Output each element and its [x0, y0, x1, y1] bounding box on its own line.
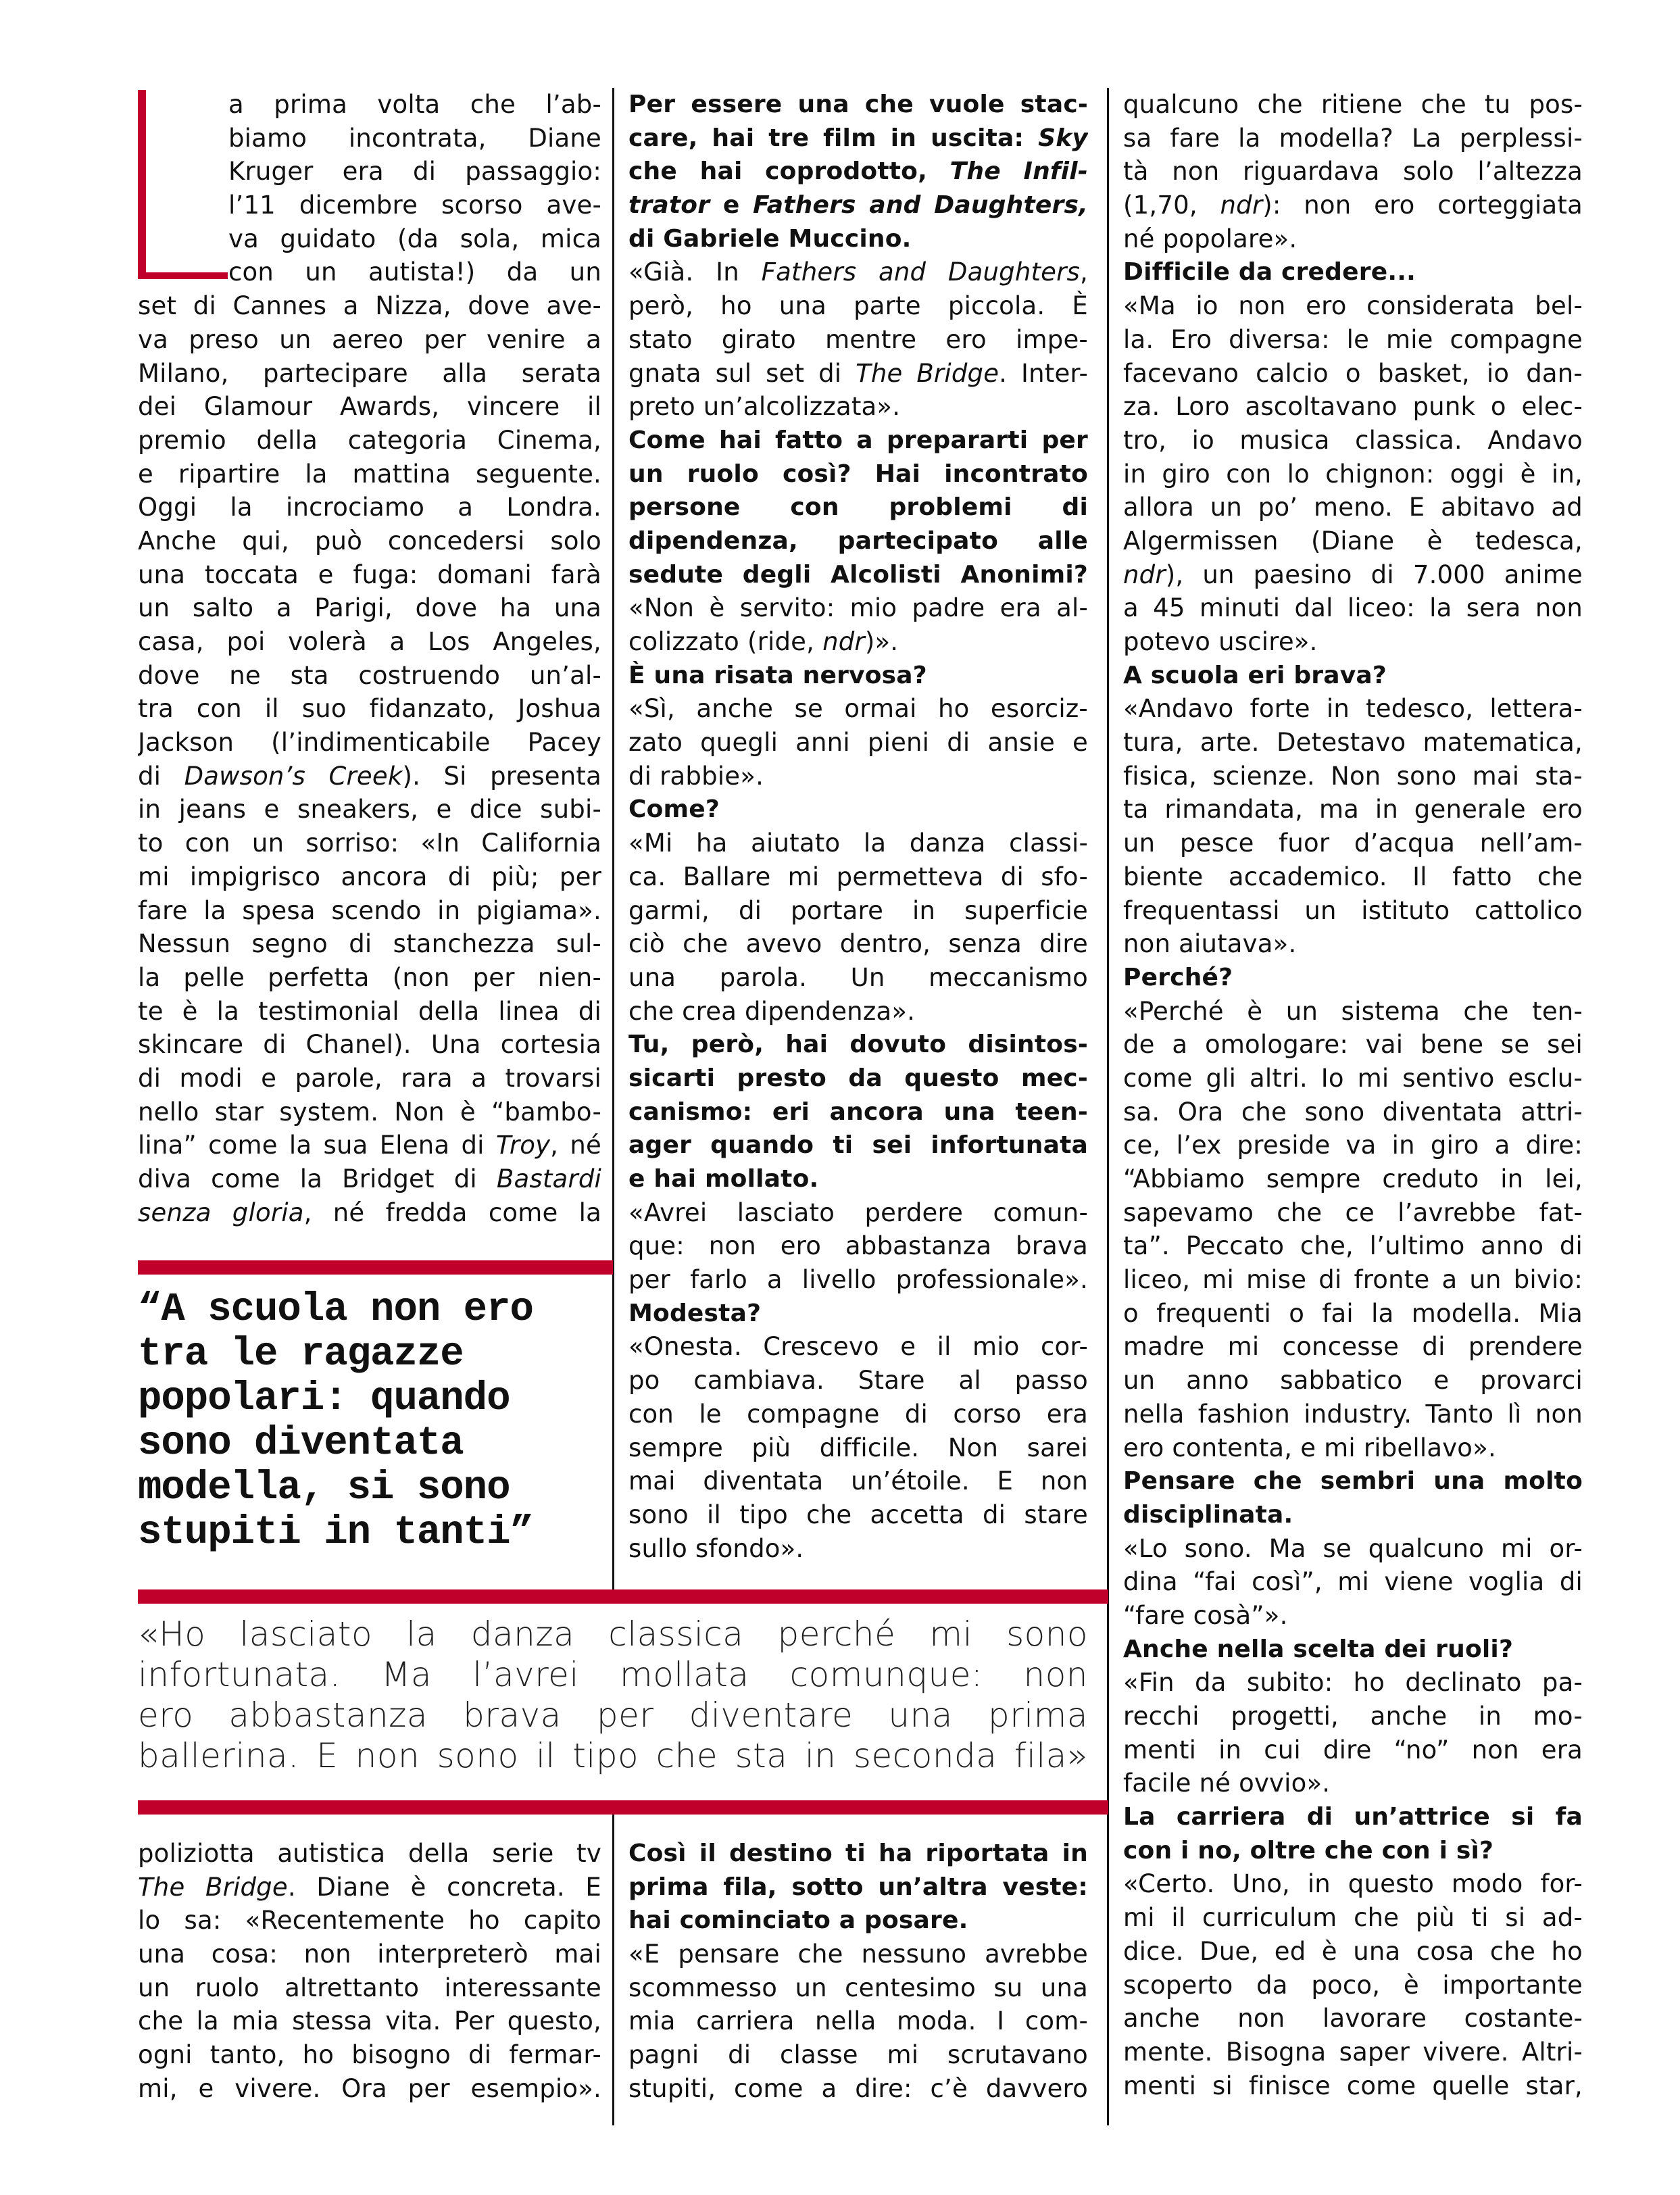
article-text-line: una parola. Un meccanismo: [628, 962, 1088, 992]
article-text-line: un ruolo altrettanto interessante: [138, 1973, 601, 2002]
article-text-line: skincare di Chanel). Una cortesia: [138, 1030, 601, 1060]
article-text-line: Nessun segno di stanchezza sul-: [138, 929, 601, 959]
article-text-line: stupiti, come a dire: c’è davvero: [628, 2073, 1088, 2103]
article-text-line: te è la testimonial della linea di: [138, 996, 601, 1026]
article-text-line: un salto a Parigi, dove ha una: [138, 593, 601, 623]
italic-title: The Infil-: [949, 157, 1088, 186]
interview-question-line: ager quando ti sei infortunata: [628, 1131, 1088, 1160]
article-text-line: recchi progetti, anche in mo-: [1123, 1702, 1583, 1731]
article-text-line: [138, 1129, 601, 1162]
article-text-line: «Non è servito: mio padre era al-: [628, 593, 1088, 623]
text-run: . Inter-: [999, 358, 1088, 388]
text-run: «Già. In: [628, 257, 762, 287]
article-text-line: va preso un aereo per venire a: [138, 324, 601, 354]
article-text-line: sono il tipo che accetta di stare: [628, 1500, 1088, 1529]
article-text-line: e ripartire la mattina seguente.: [138, 459, 601, 489]
article-text-line: ogni tanto, ho bisogno di fermar-: [138, 2040, 601, 2070]
article-text-line: l’11 dicembre scorso ave-: [228, 191, 601, 220]
article-text-line: [1123, 558, 1583, 592]
italic-title: trator: [628, 191, 710, 220]
article-text-line: allora un po’ meno. E abitavo ad: [1123, 493, 1583, 522]
text-run: , né fredda come la: [303, 1198, 601, 1227]
article-text-line: mi, e vivere. Ora per esempio».: [138, 2073, 601, 2103]
article-text-line: biente accademico. Il fatto che: [1123, 862, 1583, 891]
article-text-line: un anno sabbatico e provarci: [1123, 1366, 1583, 1396]
pull-quote-line: “A scuola non ero: [138, 1287, 533, 1332]
article-column-2-continued: [628, 1837, 1088, 2106]
text-run: colizzato (ride,: [628, 627, 823, 656]
interview-question-line: Anche nella scelta dei ruoli?: [1123, 1635, 1514, 1663]
article-text-line: né popolare».: [1123, 224, 1298, 253]
article-text-line: [138, 1162, 601, 1196]
article-text-line: set di Cannes a Nizza, dove ave-: [138, 291, 601, 321]
article-text-line: Anche qui, può concedersi solo: [138, 526, 601, 556]
article-text-line: pagni di classe mi scrutavano: [628, 2040, 1088, 2070]
article-text-line: sa. Ora che sono diventata attri-: [1123, 1097, 1583, 1127]
article-text-line: una cosa: non interpreterò mai: [138, 1940, 601, 1969]
article-text-line: scommesso un centesimo su una: [628, 1973, 1088, 2002]
column-divider-1-top: [612, 88, 614, 1589]
article-text-line: Milano, partecipare alla serata: [138, 358, 601, 388]
pull-quote-wide-line: «Ho lasciato la danza classica perché mi sono: [138, 1614, 1088, 1654]
italic-title: Fathers and Daughters: [761, 257, 1081, 287]
article-text-line: una toccata e fuga: domani farà: [138, 560, 601, 589]
article-text-line: però, ho una parte piccola. È: [628, 291, 1088, 321]
text-run: gnata sul set di: [628, 358, 856, 388]
article-text-line: nella fashion industry. Tanto lì non: [1123, 1399, 1583, 1429]
interview-question-line: Pensare che sembri una molto: [1123, 1467, 1583, 1496]
interview-question-line: [628, 122, 1088, 155]
interview-question-line: di Gabriele Muccino.: [628, 224, 912, 253]
article-text-line: «Ma io non ero considerata bel-: [1123, 291, 1583, 321]
article-text-line: ca. Ballare mi permetteva di sfo-: [628, 862, 1088, 891]
article-text-line: ce, l’ex preside va in giro a dire:: [1123, 1131, 1583, 1160]
article-text-line: «Lo sono. Ma se qualcuno mi or-: [1123, 1533, 1583, 1563]
article-text-line: va guidato (da sola, mica: [228, 224, 601, 253]
article-text-line: per farlo a livello professionale».: [628, 1265, 1088, 1295]
text-run: ). Si presenta: [402, 761, 601, 791]
article-text-line: fare la spesa scendo in pigiama».: [138, 895, 601, 925]
article-text-line: [628, 255, 1088, 289]
interview-question-line: sedute degli Alcolisti Anonimi?: [628, 560, 1088, 589]
interview-question-line: un ruolo così? Hai incontrato: [628, 460, 1088, 488]
article-text-line: biamo incontrata, Diane: [228, 123, 601, 153]
text-run: ), un paesino di 7.000 anime: [1165, 560, 1583, 589]
interview-question-line: Come?: [628, 795, 720, 824]
article-text-line: in giro con lo chignon: oggi è in,: [1123, 459, 1583, 489]
text-run: ,: [1080, 257, 1088, 287]
article-text-line: Jackson (l’indimenticabile Pacey: [138, 728, 601, 758]
article-text-line: stato girato mentre ero impe-: [628, 324, 1088, 354]
article-text-line: non aiutava».: [1123, 929, 1297, 959]
article-text-line: ciò che avevo dentro, senza dire: [628, 929, 1088, 959]
italic-title: ndr: [822, 627, 865, 656]
italic-title: ndr: [1123, 560, 1166, 589]
article-text-line: mai diventata un’étoile. E non: [628, 1466, 1088, 1496]
article-text-line: «Avrei lasciato perdere comun-: [628, 1198, 1088, 1227]
article-text-line: «Sì, anche se ormai ho esorciz-: [628, 694, 1088, 724]
article-text-line: potevo uscire».: [1123, 627, 1318, 656]
interview-question-line: Perché?: [1123, 963, 1233, 991]
article-text-line: facevano calcio o basket, io dan-: [1123, 358, 1583, 388]
italic-title: ndr: [1220, 191, 1263, 220]
interview-question-line: persone con problemi di: [628, 493, 1088, 522]
pull-quote-wide: [138, 1614, 1088, 1776]
article-text-line: che crea dipendenza».: [628, 996, 916, 1026]
text-run: (1,70,: [1123, 191, 1220, 220]
article-text-line: «Andavo forte in tedesco, lettera-: [1123, 694, 1583, 724]
article-text-line: menti si finisce come quelle star,: [1123, 2071, 1583, 2100]
pull-quote-wide-line: ero abbastanza brava per diventare una prima: [138, 1696, 1088, 1735]
interview-question-line: con i no, oltre che con i sì?: [1123, 1836, 1494, 1865]
column-divider-2: [1107, 88, 1109, 2125]
interview-question-line: Modesta?: [628, 1299, 762, 1327]
article-text-line: sapevamo che ce l’avrebbe fat-: [1123, 1198, 1583, 1227]
interview-question-line: dipendenza, partecipato alle: [628, 526, 1088, 555]
text-run: )».: [864, 627, 899, 656]
article-text-line: a 45 minuti dal liceo: la sera non: [1123, 593, 1583, 623]
article-text-line: la. Ero diversa: le mie compagne: [1123, 324, 1583, 354]
article-text-line: premio della categoria Cinema,: [138, 425, 601, 455]
article-text-line: poliziotta autistica della serie tv: [138, 1839, 601, 1868]
italic-title: Sky: [1038, 124, 1088, 152]
article-text-line: sa fare la modella? La perplessi-: [1123, 123, 1583, 153]
interview-question-line: e hai mollato.: [628, 1165, 819, 1193]
article-text-line: [1123, 189, 1583, 222]
article-text-line: che la mia stessa vita. Per questo,: [138, 2006, 601, 2036]
article-text-line: que: non ero abbastanza brava: [628, 1231, 1088, 1261]
article-text-line: «E pensare che nessuno avrebbe: [628, 1940, 1088, 1969]
article-text-line: liceo, mi mise di fronte a un bivio:: [1123, 1265, 1583, 1295]
article-text-line: madre mi concesse di prendere: [1123, 1332, 1583, 1362]
interview-question-line: Come hai fatto a prepararti per: [628, 426, 1088, 454]
interview-question-line: Tu, però, hai dovuto disintos-: [628, 1031, 1088, 1059]
text-run: e: [710, 191, 753, 220]
italic-title: Troy: [495, 1131, 551, 1160]
article-text-line: za. Loro ascoltavano punk o elec-: [1123, 392, 1583, 422]
interview-question-line: A scuola eri brava?: [1123, 661, 1387, 689]
article-text-line: o frequenti o fai la modella. Mia: [1123, 1298, 1583, 1328]
interview-question-line: disciplinata.: [1123, 1500, 1293, 1529]
article-text-line: dina “fai così”, mi viene voglia di: [1123, 1567, 1583, 1597]
article-text-line: «Certo. Uno, in questo modo for-: [1123, 1869, 1583, 1899]
article-text-line: tro, io musica classica. Andavo: [1123, 425, 1583, 455]
article-text-line: [628, 357, 1088, 391]
article-text-line: «Mi ha aiutato la danza classi-: [628, 829, 1088, 858]
article-text-line: “Abbiamo sempre creduto in lei,: [1123, 1164, 1583, 1193]
article-text-line: «Fin da subito: ho declinato pa-: [1123, 1668, 1583, 1698]
interview-question-line: È una risata nervosa?: [628, 661, 927, 689]
article-text-line: Algermissen (Diane è tedesca,: [1123, 526, 1583, 556]
article-text-line: nello star system. Non è “bambo-: [138, 1097, 601, 1127]
interview-question-line: Per essere una che vuole stac-: [628, 91, 1088, 118]
italic-title: Fathers and Daughters,: [753, 191, 1088, 220]
pull-quote-wide-line: infortunata. Ma l’avrei mollata comunque: non: [138, 1655, 1088, 1694]
article-text-line: garmi, di portare in superficie: [628, 895, 1088, 925]
article-text-line: ta rimandata, ma in generale ero: [1123, 795, 1583, 824]
article-text-line: con un autista!) da un: [228, 257, 601, 287]
italic-title: Dawson’s Creek: [184, 761, 403, 791]
article-column-2: [628, 88, 1088, 1565]
article-column-1: [138, 88, 601, 1229]
article-text-line: dice. Due, ed è una cosa che ho: [1123, 1936, 1583, 1966]
article-text-line: qualcuno che ritiene che tu pos-: [1123, 90, 1583, 119]
interview-question-line: Difficile da credere...: [1123, 258, 1416, 287]
article-text-line: un pesce fuor d’acqua nell’am-: [1123, 829, 1583, 858]
article-text-line: dei Glamour Awards, vincere il: [138, 392, 601, 422]
pull-quote-line: modella, si sono: [138, 1465, 510, 1510]
interview-question-line: hai cominciato a posare.: [628, 1906, 968, 1935]
article-text-line: “fare cosà”».: [1123, 1600, 1288, 1630]
article-text-line: la pelle perfetta (non per nien-: [138, 962, 601, 992]
red-rule-quote-top: [138, 1589, 1108, 1604]
text-run: diva come la Bridget di: [138, 1164, 497, 1193]
article-text-line: tra con il suo fidanzato, Joshua: [138, 694, 601, 724]
pull-quote-line: sono diventata: [138, 1421, 464, 1466]
pull-quote-line: stupiti in tanti”: [138, 1510, 533, 1555]
article-text-line: mi il curriculum che più ti si ad-: [1123, 1903, 1583, 1933]
article-text-line: «Perché è un sistema che ten-: [1123, 996, 1583, 1026]
article-text-line: po cambiava. Stare al passo: [628, 1366, 1088, 1396]
article-text-line: frequentassi un istituto cattolico: [1123, 895, 1583, 925]
article-text-line: con le compagne di corso era: [628, 1399, 1088, 1429]
article-column-1-continued: [138, 1837, 601, 2106]
article-text-line: mente. Bisogna saper vivere. Altri-: [1123, 2037, 1583, 2067]
article-text-line: come gli altri. Io mi sentivo esclu-: [1123, 1063, 1583, 1093]
article-text-line: facile né ovvio».: [1123, 1769, 1331, 1798]
article-text-line: Kruger era di passaggio:: [228, 157, 601, 187]
interview-question-line: sicarti presto da questo mec-: [628, 1064, 1088, 1092]
article-text-line: mia carriera nella moda. I com-: [628, 2006, 1088, 2036]
article-text-line: in jeans e sneakers, e dice subi-: [138, 795, 601, 824]
article-text-line: di modi e parole, rara a trovarsi: [138, 1063, 601, 1093]
interview-question-line: [628, 155, 1088, 189]
interview-question-line: Così il destino ti ha riportata in: [628, 1840, 1088, 1867]
article-text-line: anche non lavorare costante-: [1123, 2004, 1583, 2033]
column-divider-1-bottom: [612, 1815, 614, 2125]
article-text-line: a prima volta che l’ab-: [228, 90, 601, 119]
pull-quote-large: [138, 1287, 604, 1555]
interview-question-line: [628, 189, 1088, 222]
article-text-line: [138, 760, 601, 793]
article-text-line: ta”. Peccato che, l’ultimo anno di: [1123, 1231, 1583, 1261]
article-text-line: mi impigrisco ancora di più; per: [138, 862, 601, 891]
italic-title: Bastardi: [496, 1164, 601, 1193]
article-text-line: to con un sorriso: «In California: [138, 829, 601, 858]
pull-quote-wide-line: ballerina. E non sono il tipo che sta in seconda fila»: [138, 1736, 1088, 1775]
article-text-line: tà non riguardava solo l’altezza: [1123, 157, 1583, 187]
italic-title: The Bridge: [138, 1872, 288, 1902]
article-text-line: tura, arte. Detestavo matematica,: [1123, 728, 1583, 758]
article-text-line: [138, 1196, 601, 1230]
article-text-line: sempre più difficile. Non sarei: [628, 1433, 1088, 1462]
text-run: care, hai tre film in uscita:: [628, 124, 1039, 152]
text-run: , né: [550, 1131, 601, 1160]
article-text-line: di rabbie».: [628, 761, 764, 791]
text-run: lina” come la sua Elena di: [138, 1131, 496, 1160]
article-text-line: casa, poi volerà a Los Angeles,: [138, 627, 601, 656]
text-run: . Diane è concreta. E: [287, 1872, 601, 1902]
article-text-line: ero contenta, e mi ribellavo».: [1123, 1433, 1496, 1462]
text-run: ): non ero corteggiata: [1262, 191, 1583, 220]
text-run: che hai coprodotto,: [628, 157, 950, 186]
article-text-line: lo sa: «Recentemente ho capito: [138, 1906, 601, 1935]
article-text-line: scoperto da poco, è importante: [1123, 1970, 1583, 2000]
red-rule-pullquote-top: [138, 1260, 613, 1275]
article-text-line: «Onesta. Crescevo e il mio cor-: [628, 1332, 1088, 1362]
article-text-line: [628, 625, 1088, 659]
article-text-line: preto un’alcolizzata».: [628, 392, 901, 422]
article-text-line: zato quegli anni pieni di ansie e: [628, 728, 1088, 758]
text-run: di: [138, 761, 184, 791]
interview-question-line: La carriera di un’attrice si fa: [1123, 1803, 1583, 1831]
article-text-line: [138, 1871, 601, 1904]
pull-quote-line: tra le ragazze: [138, 1331, 464, 1377]
article-text-line: sullo sfondo».: [628, 1533, 804, 1563]
italic-title: senza gloria: [138, 1198, 304, 1227]
italic-title: The Bridge: [856, 358, 999, 388]
pull-quote-line: popolari: quando: [138, 1376, 510, 1421]
article-text-line: menti in cui dire “no” non era: [1123, 1735, 1583, 1765]
article-text-line: dove ne sta costruendo un’al-: [138, 660, 601, 690]
interview-question-line: prima fila, sotto un’altra veste:: [628, 1873, 1088, 1901]
article-text-line: Oggi la incrociamo a Londra.: [138, 493, 601, 522]
interview-question-line: canismo: eri ancora una teen-: [628, 1098, 1088, 1126]
article-text-line: fisica, scienze. Non sono mai sta-: [1123, 761, 1583, 791]
article-column-3: [1123, 88, 1583, 2102]
red-rule-quote-bottom: [138, 1800, 1108, 1815]
article-text-line: de a omologare: vai bene se sei: [1123, 1030, 1583, 1060]
